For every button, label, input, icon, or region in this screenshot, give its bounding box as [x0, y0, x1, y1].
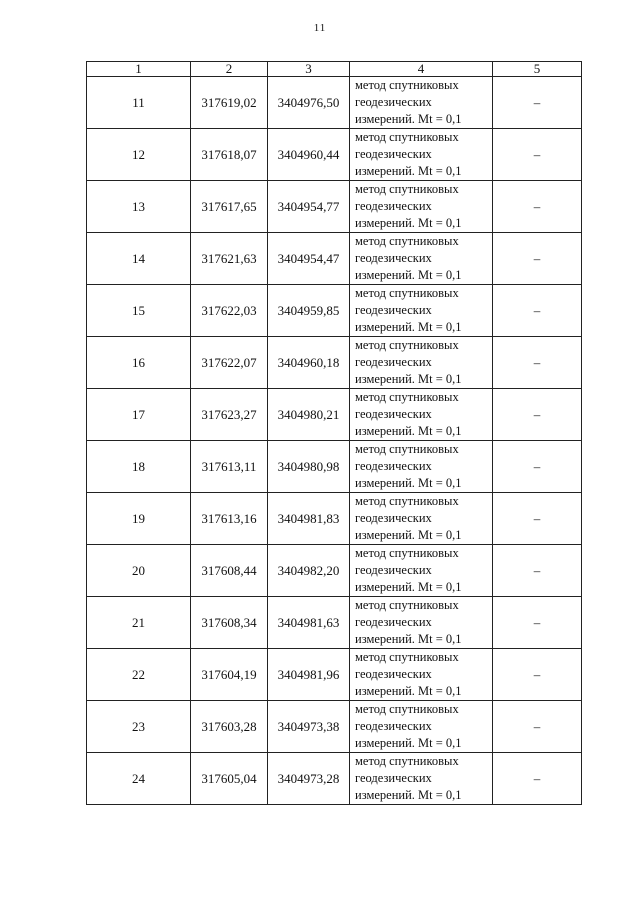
y-coordinate-cell: 3404973,28: [268, 753, 350, 805]
column-5-cell: –: [493, 753, 582, 805]
column-5-cell: –: [493, 181, 582, 233]
x-coordinate-cell: 317608,44: [191, 545, 268, 597]
method-line: геодезических: [355, 95, 432, 109]
method-line: геодезических: [355, 147, 432, 161]
point-number-cell: 16: [87, 337, 191, 389]
table-row: [87, 701, 582, 753]
point-number-cell: 21: [87, 597, 191, 649]
column-5-cell: –: [493, 129, 582, 181]
y-coordinate-cell: 3404982,20: [268, 545, 350, 597]
method-line: геодезических: [355, 563, 432, 577]
method-cell: [350, 649, 493, 701]
point-number-cell: 22: [87, 649, 191, 701]
point-number-cell: 14: [87, 233, 191, 285]
table-header-row: [87, 62, 582, 77]
method-cell: [350, 753, 493, 805]
method-cell: [350, 701, 493, 753]
x-coordinate-cell: 317608,34: [191, 597, 268, 649]
y-coordinate-cell: 3404954,47: [268, 233, 350, 285]
method-line: геодезических: [355, 355, 432, 369]
y-coordinate-cell: 3404960,44: [268, 129, 350, 181]
method-line: геодезических: [355, 251, 432, 265]
method-cell: [350, 233, 493, 285]
table-row: [87, 129, 582, 181]
table-row: [87, 233, 582, 285]
x-coordinate-cell: 317613,11: [191, 441, 268, 493]
method-line: измерений. Mt = 0,1: [355, 476, 462, 490]
method-line: измерений. Mt = 0,1: [355, 580, 462, 594]
x-coordinate-cell: 317604,19: [191, 649, 268, 701]
column-5-cell: –: [493, 233, 582, 285]
point-number-cell: 17: [87, 389, 191, 441]
column-5-cell: –: [493, 701, 582, 753]
method-line: измерений. Mt = 0,1: [355, 684, 462, 698]
method-line: геодезических: [355, 407, 432, 421]
method-line: геодезических: [355, 303, 432, 317]
y-coordinate-cell: 3404954,77: [268, 181, 350, 233]
table-row: [87, 285, 582, 337]
table-row: [87, 753, 582, 805]
point-number-cell: 18: [87, 441, 191, 493]
y-coordinate-cell: 3404980,98: [268, 441, 350, 493]
method-cell: [350, 441, 493, 493]
table-row: [87, 441, 582, 493]
method-line: геодезических: [355, 615, 432, 629]
y-coordinate-cell: 3404981,63: [268, 597, 350, 649]
x-coordinate-cell: 317613,16: [191, 493, 268, 545]
header-cell: 3: [268, 62, 350, 77]
method-line: метод спутниковых: [355, 130, 459, 144]
y-coordinate-cell: 3404980,21: [268, 389, 350, 441]
method-line: измерений. Mt = 0,1: [355, 528, 462, 542]
method-line: метод спутниковых: [355, 598, 459, 612]
y-coordinate-cell: 3404976,50: [268, 77, 350, 129]
method-line: геодезических: [355, 719, 432, 733]
point-number-cell: 13: [87, 181, 191, 233]
table-row: [87, 181, 582, 233]
x-coordinate-cell: 317622,07: [191, 337, 268, 389]
table-row: [87, 77, 582, 129]
method-cell: [350, 77, 493, 129]
point-number-cell: 12: [87, 129, 191, 181]
column-5-cell: –: [493, 285, 582, 337]
method-line: измерений. Mt = 0,1: [355, 372, 462, 386]
header-cell: 2: [191, 62, 268, 77]
x-coordinate-cell: 317605,04: [191, 753, 268, 805]
point-number-cell: 19: [87, 493, 191, 545]
method-line: измерений. Mt = 0,1: [355, 164, 462, 178]
table-row: [87, 493, 582, 545]
y-coordinate-cell: 3404973,38: [268, 701, 350, 753]
table-row: [87, 597, 582, 649]
method-line: измерений. Mt = 0,1: [355, 736, 462, 750]
point-number-cell: 24: [87, 753, 191, 805]
method-line: геодезических: [355, 459, 432, 473]
column-5-cell: –: [493, 649, 582, 701]
column-5-cell: –: [493, 545, 582, 597]
x-coordinate-cell: 317623,27: [191, 389, 268, 441]
table-row: [87, 337, 582, 389]
y-coordinate-cell: 3404960,18: [268, 337, 350, 389]
header-cell: 1: [87, 62, 191, 77]
method-cell: [350, 181, 493, 233]
header-cell: 5: [493, 62, 582, 77]
point-number-cell: 23: [87, 701, 191, 753]
point-number-cell: 20: [87, 545, 191, 597]
column-5-cell: –: [493, 337, 582, 389]
table-row: [87, 545, 582, 597]
method-line: метод спутниковых: [355, 182, 459, 196]
column-5-cell: –: [493, 441, 582, 493]
method-line: измерений. Mt = 0,1: [355, 112, 462, 126]
column-5-cell: –: [493, 389, 582, 441]
method-line: измерений. Mt = 0,1: [355, 216, 462, 230]
x-coordinate-cell: 317622,03: [191, 285, 268, 337]
column-5-cell: –: [493, 597, 582, 649]
method-line: геодезических: [355, 667, 432, 681]
method-cell: [350, 493, 493, 545]
point-number-cell: 11: [87, 77, 191, 129]
x-coordinate-cell: 317618,07: [191, 129, 268, 181]
column-5-cell: –: [493, 493, 582, 545]
method-line: метод спутниковых: [355, 546, 459, 560]
method-line: метод спутниковых: [355, 754, 459, 768]
method-cell: [350, 129, 493, 181]
method-line: измерений. Mt = 0,1: [355, 268, 462, 282]
method-cell: [350, 545, 493, 597]
table-body: [87, 77, 582, 805]
method-line: метод спутниковых: [355, 338, 459, 352]
x-coordinate-cell: 317621,63: [191, 233, 268, 285]
method-line: метод спутниковых: [355, 234, 459, 248]
method-line: измерений. Mt = 0,1: [355, 632, 462, 646]
method-line: метод спутниковых: [355, 442, 459, 456]
method-line: измерений. Mt = 0,1: [355, 424, 462, 438]
method-cell: [350, 597, 493, 649]
y-coordinate-cell: 3404959,85: [268, 285, 350, 337]
x-coordinate-cell: 317617,65: [191, 181, 268, 233]
method-line: метод спутниковых: [355, 286, 459, 300]
method-line: измерений. Mt = 0,1: [355, 320, 462, 334]
y-coordinate-cell: 3404981,83: [268, 493, 350, 545]
y-coordinate-cell: 3404981,96: [268, 649, 350, 701]
method-line: геодезических: [355, 511, 432, 525]
method-cell: [350, 389, 493, 441]
coordinates-table: [86, 61, 582, 805]
page-number: 11: [313, 22, 327, 34]
point-number-cell: 15: [87, 285, 191, 337]
method-cell: [350, 285, 493, 337]
method-line: метод спутниковых: [355, 702, 459, 716]
x-coordinate-cell: 317603,28: [191, 701, 268, 753]
method-line: метод спутниковых: [355, 78, 459, 92]
method-line: геодезических: [355, 199, 432, 213]
table-row: [87, 649, 582, 701]
header-cell: 4: [350, 62, 493, 77]
method-cell: [350, 337, 493, 389]
x-coordinate-cell: 317619,02: [191, 77, 268, 129]
method-line: метод спутниковых: [355, 650, 459, 664]
column-5-cell: –: [493, 77, 582, 129]
method-line: метод спутниковых: [355, 390, 459, 404]
method-line: геодезических: [355, 771, 432, 785]
method-line: метод спутниковых: [355, 494, 459, 508]
method-line: измерений. Mt = 0,1: [355, 788, 462, 802]
table-row: [87, 389, 582, 441]
